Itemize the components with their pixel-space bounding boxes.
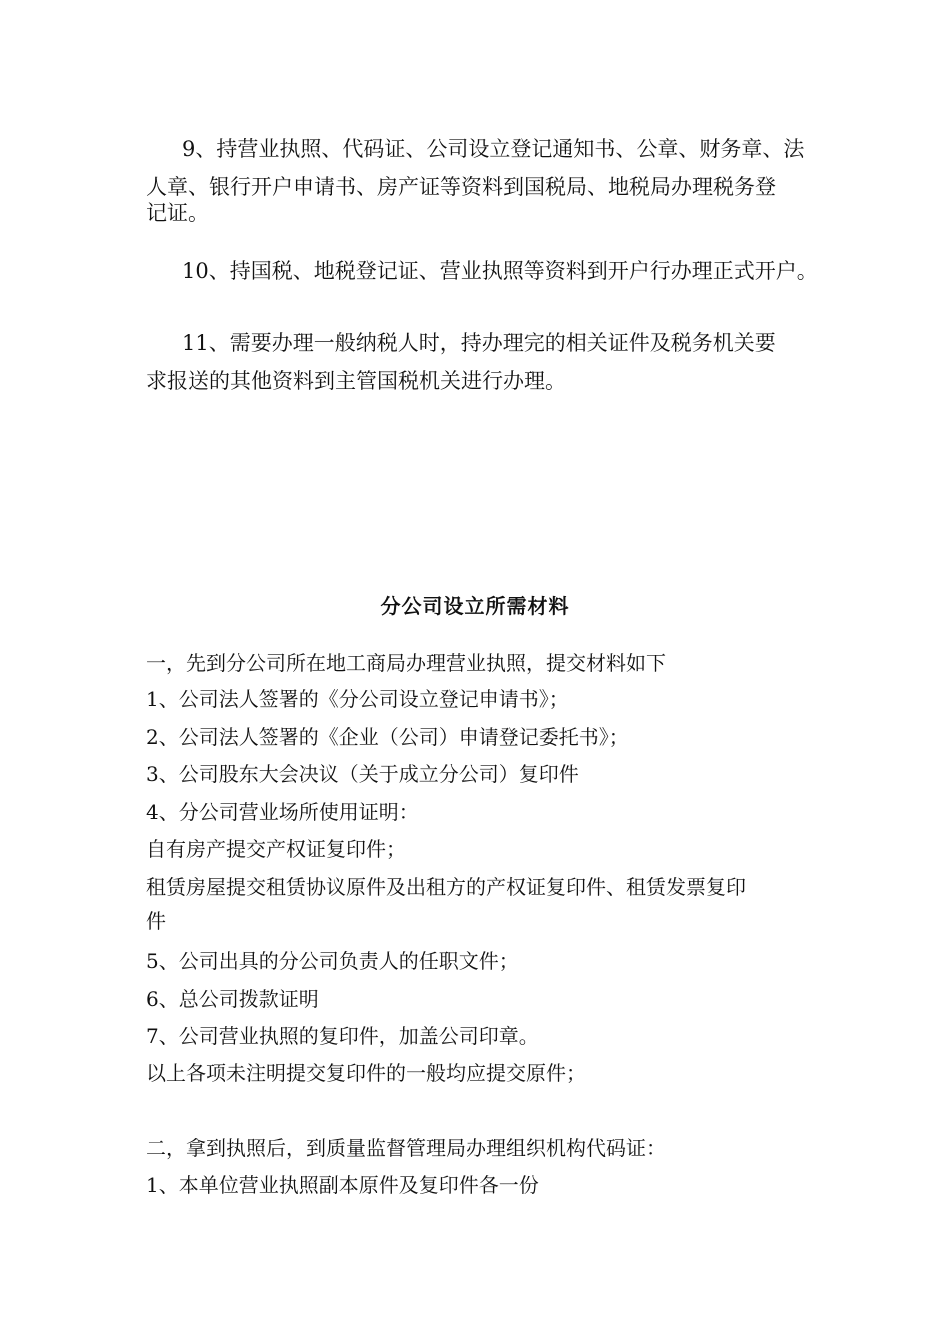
list-item-4: 4、分公司营业场所使用证明： [146,800,419,824]
list-item-1: 1、公司法人签署的《分公司设立登记申请书》； [146,687,569,711]
paragraph-11-line-2-row [146,366,826,396]
paragraph-10-text: 10、持国税、地税登记证、营业执照等资料到开户行办理正式开户。 [182,259,818,283]
heading-step-2: 二，拿到执照后，到质量监督管理局办理组织机构代码证： [146,1136,666,1160]
paragraph-10 [146,256,846,286]
list-item-7: 7、公司营业执照的复印件，加盖公司印章。 [146,1024,539,1048]
list-item-3: 3、公司股东大会决议（关于成立分公司）复印件 [146,762,579,786]
list-item-6: 6、总公司拨款证明 [146,987,319,1011]
paragraph-11-line-1: 11、需要办理一般纳税人时，持办理完的相关证件及税务机关要 [182,331,776,355]
paragraph-9-line-1: 9、持营业执照、代码证、公司设立登记通知书、公章、财务章、法 [182,137,805,161]
heading-step-1: 一，先到分公司所在地工商局办理营业执照，提交材料如下 [146,651,666,675]
section-title: 分公司设立所需材料 [380,594,570,618]
paragraph-11-line-2: 求报送的其他资料到主管国税机关进行办理。 [146,369,566,393]
paragraph-9-line-3: 记证。 [146,201,209,225]
paragraph-9 [146,134,826,164]
list-item-4-own-property: 自有房产提交产权证复印件； [146,837,406,861]
paragraph-11 [146,328,826,358]
note-originals: 以上各项未注明提交复印件的一般均应提交原件； [146,1061,586,1085]
list-item-2: 2、公司法人签署的《企业（公司）申请登记委托书》； [146,725,629,749]
list-item-5: 5、公司出具的分公司负责人的任职文件； [146,949,519,973]
paragraph-9-line-2: 人章、银行开户申请书、房产证等资料到国税局、地税局办理税务登 [146,175,776,199]
paragraph-9-line-3-row [146,198,826,228]
list-item-4-rented-line-1: 租赁房屋提交租赁协议原件及出租方的产权证复印件、租赁发票复印 [146,875,746,899]
list-item-4-rented-line-2: 件 [146,909,166,933]
list-item-2-1: 1、本单位营业执照副本原件及复印件各一份 [146,1173,539,1197]
